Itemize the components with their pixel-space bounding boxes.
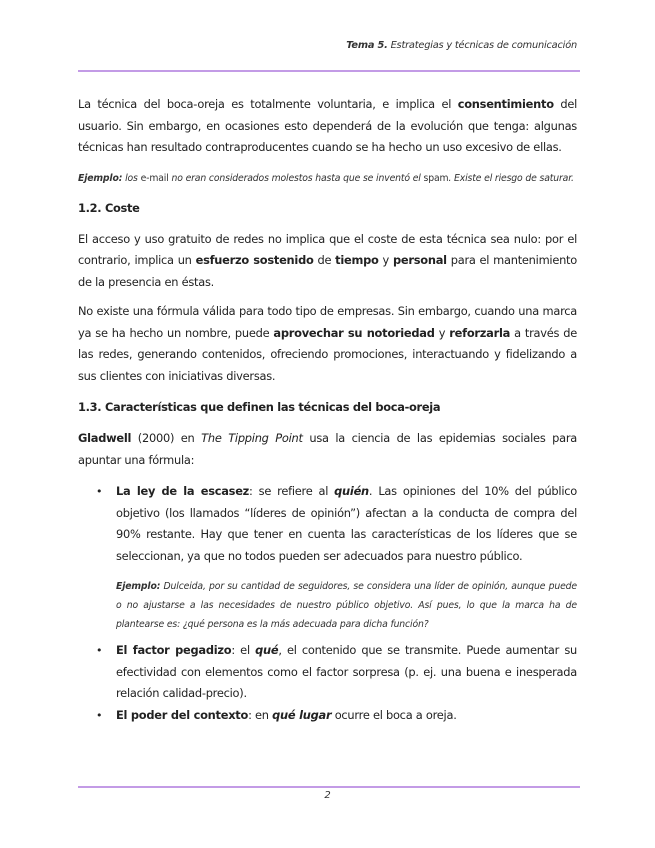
text-run: : se refiere al [249, 484, 335, 498]
page-header [78, 40, 577, 51]
header-divider [78, 70, 580, 72]
text-run: a través de las redes, generando contenidos, ofreciendo promociones, interactuando y fidelizando a sus clientes con iniciativas diversas. [78, 325, 577, 383]
bold-text: Gladwell [78, 431, 132, 445]
bold-text: La ley de la escasez [116, 484, 250, 498]
emphasis-text: qué lugar [272, 707, 332, 722]
text-run: de [313, 253, 336, 267]
text-run: usa la ciencia de las epidemias sociales para apuntar una fórmula: [78, 431, 577, 467]
text-run: ocurre el boca a oreja. [331, 707, 457, 722]
paragraph-gladwell [78, 428, 577, 471]
text-run: Dulceida, por su cantidad de seguidores, se considera una líder de opinión, aunque puede o no ajustarse a las necesidades de nuestro público objetivo. Así pues, lo que la marca ha de plantearse es: ¿qué persona es la más adecuada para dicha función? [116, 581, 577, 630]
text-run: El acceso y uso gratuito de redes no implica que el coste de esta técnica sea nulo: por el contrario, implica un [78, 231, 577, 267]
list-item-text [116, 481, 577, 567]
text-run: . Existe el riesgo de saturar. [448, 172, 574, 184]
list-item-text [116, 640, 577, 705]
bold-text: esfuerzo sostenido [195, 253, 314, 267]
bold-text: El factor pegadizo [116, 643, 232, 657]
text-run: spam [423, 172, 449, 184]
bold-text: reforzarla [449, 325, 511, 340]
book-title: The Tipping Point [201, 431, 303, 445]
text-run: los [122, 172, 141, 184]
bold-text: tiempo [335, 253, 379, 267]
text-run: y [434, 325, 450, 340]
list-item [78, 640, 577, 705]
text-run: No existe una fórmula válida para todo tipo de empresas. Sin embargo, cuando una marca ya se ha hecho un nombre, puede [78, 304, 577, 340]
bold-text: El poder del contexto [116, 707, 249, 722]
text-run: La técnica del boca-oreja es totalmente voluntaria, e implica el [78, 97, 458, 111]
list-item-text [116, 705, 577, 727]
bullet-icon: • [96, 708, 103, 722]
example-email [78, 169, 577, 188]
list-item [78, 481, 577, 634]
list-item [78, 705, 577, 727]
text-run: . Las opiniones del 10% del público objetivo (los llamados “líderes de opinión”) afectan a la conducta de compra del 90% restante. Hay que tener en cuenta las características de los líderes que se seleccionan, ya que no todos pueden ser adecuados para nuestro público. [116, 484, 577, 563]
bullet-icon: • [96, 644, 103, 657]
footer-divider [78, 786, 580, 788]
paragraph-formula [78, 301, 577, 387]
text-run: : el [231, 643, 256, 657]
example-label: Ejemplo: [78, 172, 123, 184]
header-tema: Tema 5. [346, 40, 388, 51]
text-run: y [378, 253, 393, 267]
text-run: no eran considerados molestos hasta que se inventó el [168, 172, 424, 184]
text-run: e-mail [140, 172, 169, 184]
emphasis-text: qué [255, 643, 279, 657]
paragraph-coste [78, 229, 577, 294]
text-run: , el contenido que se transmite. Puede aumentar su efectividad con elementos como el factor sorpresa (p. ej. una buena e inesperada relación calidad-precio). [116, 643, 577, 700]
page-number: 2 [324, 790, 331, 801]
bold-text: aprovechar su notoriedad [273, 325, 435, 340]
bullet-list [78, 481, 577, 726]
text-run: para el mantenimiento de la presencia en éstas. [78, 253, 577, 289]
text-run: : en [248, 707, 273, 722]
bold-text: personal [392, 253, 447, 267]
document-body [78, 94, 577, 726]
header-subtitle: Estrategias y técnicas de comunicación [390, 40, 577, 51]
text-run: (2000) en [131, 431, 202, 445]
section-heading-coste: 1.2. Coste [78, 200, 140, 215]
example-label: Ejemplo: [116, 581, 161, 592]
bold-text: consentimiento [457, 97, 554, 111]
example-dulceida [116, 577, 577, 634]
paragraph-voluntaria [78, 94, 577, 159]
bullet-icon: • [96, 485, 103, 498]
section-heading-caracteristicas: 1.3. Características que definen las técnicas del boca-oreja [78, 400, 441, 414]
text-run: del usuario. Sin embargo, en ocasiones esto dependerá de la evolución que tenga: algunas técnicas han resultado contraproducentes cuando se ha hecho un uso excesivo de ellas. [78, 97, 578, 154]
emphasis-text: quién [334, 484, 369, 498]
